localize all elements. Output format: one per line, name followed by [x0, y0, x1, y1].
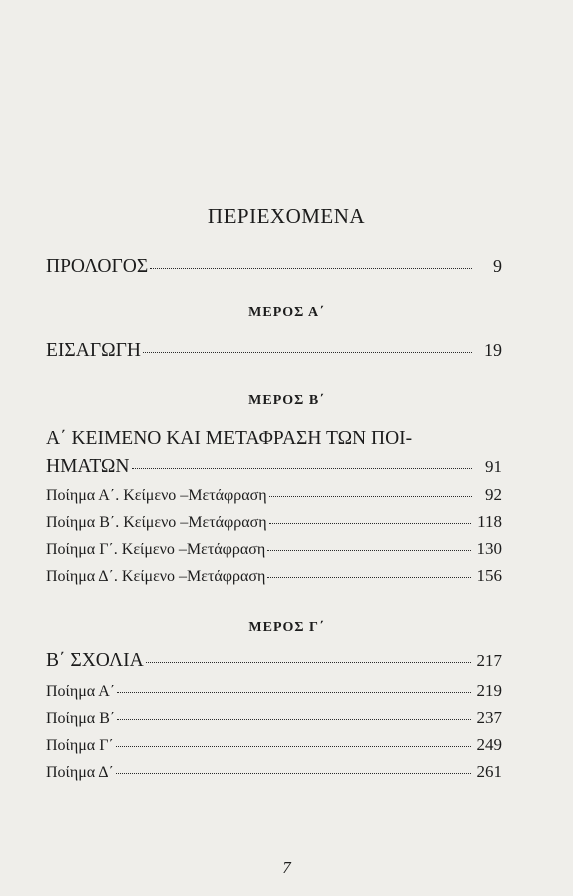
toc-entry-page: 249 — [476, 735, 502, 754]
toc-entry-page: 9 — [493, 256, 502, 276]
page-number: 7 — [282, 858, 291, 877]
dot-leader — [117, 692, 470, 693]
toc-entry-label: Ποίημα Β΄ — [46, 710, 116, 727]
toc-entry-label: Ποίημα Β΄. Κείμενο –Μετάφραση — [46, 514, 267, 531]
toc-entry — [46, 681, 502, 701]
dot-leader — [132, 468, 473, 469]
toc-entry — [46, 762, 502, 782]
toc-entry-label: Ποίημα Α΄ — [46, 683, 116, 700]
toc-entry-label: Ποίημα Γ΄. Κείμενο –Μετάφραση — [46, 541, 266, 558]
toc-entry-label: ΠΡΟΛΟΓΟΣ — [46, 256, 149, 277]
dot-leader — [143, 352, 472, 353]
dot-leader — [116, 773, 471, 774]
toc-entry — [46, 512, 502, 532]
part-c-heading: ΜΕΡΟΣ Γ΄ — [248, 620, 325, 635]
toc-entry-page: 156 — [476, 566, 502, 585]
toc-entry-page: 219 — [476, 681, 502, 700]
toc-entry-label: ΗΜΑΤΩΝ — [46, 456, 130, 477]
toc-entry-page: 130 — [476, 539, 502, 558]
dot-leader — [269, 523, 471, 524]
toc-entry-prologue — [46, 256, 502, 278]
toc-entry-label: Β΄ ΣΧΟΛΙΑ — [46, 650, 144, 671]
toc-entry-page: 237 — [476, 708, 502, 727]
toc-entry-label: Ποίημα Γ΄ — [46, 737, 114, 754]
toc-entry-page: 91 — [485, 457, 502, 476]
dot-leader — [267, 577, 470, 578]
part-b-heading: ΜΕΡΟΣ Β΄ — [248, 393, 325, 408]
toc-entry-label: Ποίημα Δ΄. Κείμενο –Μετάφραση — [46, 568, 266, 585]
toc-entry-page: 92 — [485, 485, 502, 504]
dot-leader — [116, 746, 471, 747]
toc-entry-page: 19 — [484, 340, 502, 360]
dot-leader — [117, 719, 470, 720]
dot-leader — [146, 662, 471, 663]
toc-entry-page: 261 — [476, 762, 502, 781]
toc-entry-label: Ποίημα Α΄. Κείμενο –Μετάφραση — [46, 487, 267, 504]
toc-entry — [46, 485, 502, 505]
toc-entry — [46, 735, 502, 755]
toc-entry-section-text — [46, 456, 502, 478]
part-a-heading: ΜΕΡΟΣ Α΄ — [248, 305, 325, 320]
toc-entry-introduction — [46, 340, 502, 362]
section-heading-line1: Α΄ ΚΕΙΜΕΝΟ ΚΑΙ ΜΕΤΑΦΡΑΣΗ ΤΩΝ ΠΟΙ- — [46, 428, 413, 449]
dot-leader — [150, 268, 472, 269]
toc-entry-label: ΕΙΣΑΓΩΓΗ — [46, 340, 141, 361]
toc-entry — [46, 566, 502, 586]
toc-entry-label: Ποίημα Δ΄ — [46, 764, 114, 781]
toc-entry — [46, 539, 502, 559]
toc-entry-page: 217 — [476, 651, 502, 670]
toc-entry-page: 118 — [477, 512, 502, 531]
page-title: ΠΕΡΙΕΧΟΜΕΝΑ — [207, 204, 366, 228]
toc-entry-commentary — [46, 650, 502, 672]
dot-leader — [267, 550, 470, 551]
dot-leader — [269, 496, 472, 497]
toc-entry — [46, 708, 502, 728]
